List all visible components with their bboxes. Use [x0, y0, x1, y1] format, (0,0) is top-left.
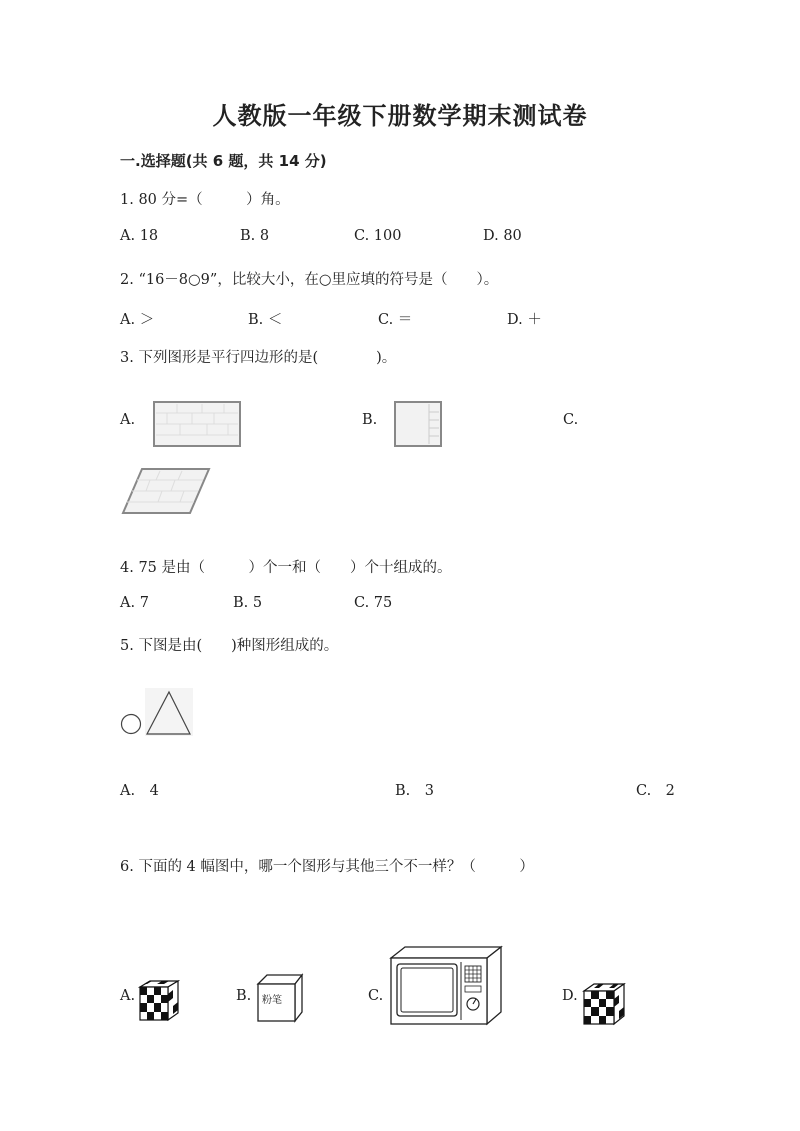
q2-option-d[interactable]: D. ＋: [507, 312, 542, 328]
square-figure[interactable]: [393, 400, 443, 448]
question-5: 5. 下图是由( )种图形组成的。: [120, 638, 339, 654]
question-1: 1. 80 分=（ ）角。: [120, 192, 290, 208]
question-4: 4. 75 是由（ ）个一和（ ）个十组成的。: [120, 560, 452, 576]
q2-option-a[interactable]: A. ＞: [120, 312, 155, 328]
question-3: 3. 下列图形是平行四边形的是( )。: [120, 350, 397, 366]
microwave-icon[interactable]: [385, 944, 505, 1028]
q3-label-a[interactable]: A.: [120, 412, 136, 428]
q1-option-c[interactable]: C. 100: [354, 228, 402, 244]
q1-option-d[interactable]: D. 80: [483, 228, 522, 244]
q3-label-b[interactable]: B.: [362, 412, 378, 428]
q4-option-b[interactable]: B. 5: [233, 595, 263, 611]
rectangle-figure[interactable]: [152, 400, 242, 448]
q1-option-a[interactable]: A. 18: [120, 228, 159, 244]
q6-label-a[interactable]: A.: [120, 988, 136, 1004]
q4-option-a[interactable]: A. 7: [120, 595, 149, 611]
q5-option-b[interactable]: B. 3: [395, 783, 434, 799]
page-title: 人教版一年级下册数学期末测试卷: [212, 102, 588, 130]
circle-and-triangle-figure: [118, 688, 194, 738]
q2-option-b[interactable]: B. ＜: [248, 312, 283, 328]
q5-option-c[interactable]: C. 2: [636, 783, 675, 799]
checkered-cube-icon[interactable]: [138, 979, 180, 1023]
q3-label-c[interactable]: C.: [563, 412, 579, 428]
q6-label-c[interactable]: C.: [368, 988, 384, 1004]
section-heading: 一.选择题(共 6 题，共 14 分): [120, 152, 327, 170]
q2-option-c[interactable]: C. ＝: [378, 312, 413, 328]
q5-option-a[interactable]: A. 4: [120, 783, 159, 799]
q1-option-b[interactable]: B. 8: [240, 228, 270, 244]
question-6: 6. 下面的 4 幅图中，哪一个图形与其他三个不一样？（ ）: [120, 859, 534, 875]
q6-label-b[interactable]: B.: [236, 988, 252, 1004]
q6-label-d[interactable]: D.: [562, 988, 578, 1004]
question-2: 2. “16－8○9”，比较大小，在○里应填的符号是（ ）。: [120, 272, 499, 288]
q4-option-c[interactable]: C. 75: [354, 595, 393, 611]
parallelogram-figure[interactable]: [120, 466, 212, 516]
checkered-cube-icon[interactable]: [582, 982, 626, 1026]
chalk-box-label: 粉笔: [262, 995, 282, 1006]
